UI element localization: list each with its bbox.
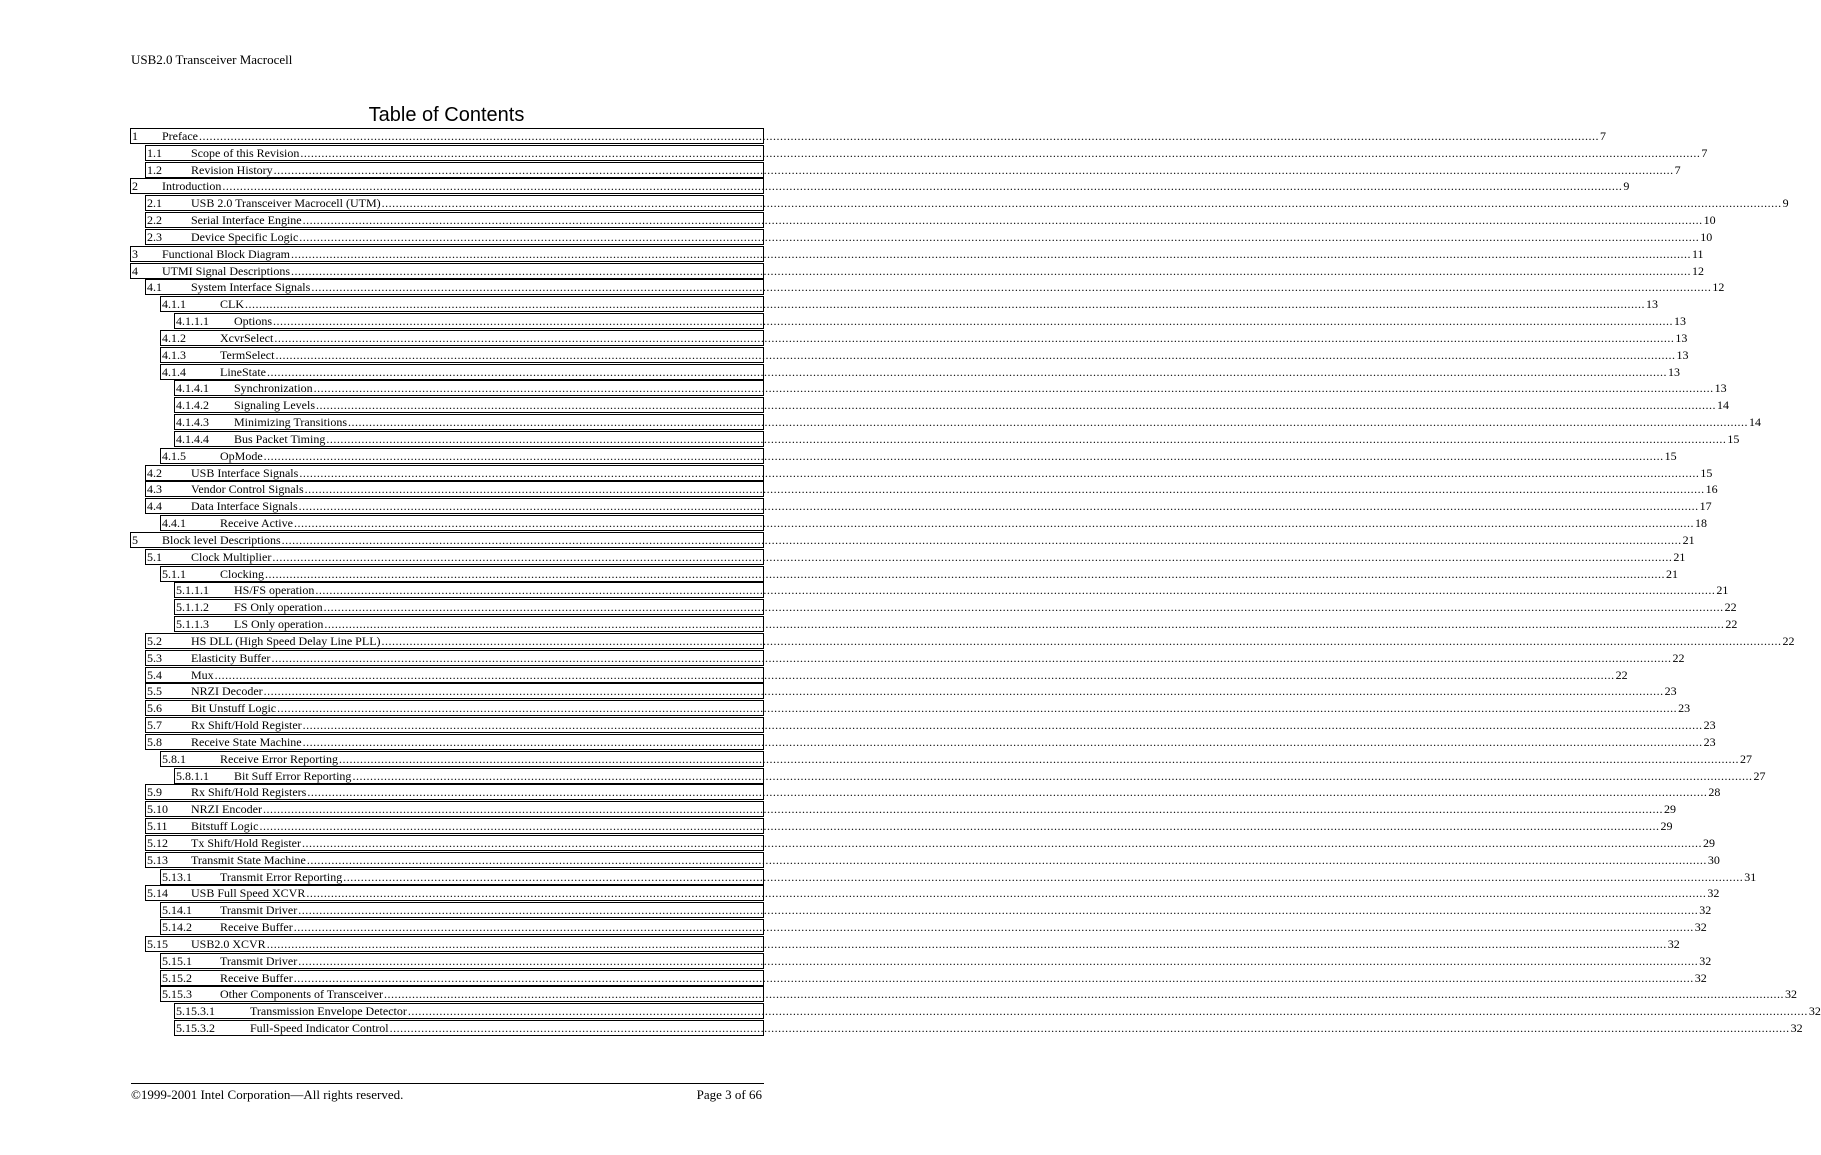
toc-entry[interactable] [160, 751, 1752, 767]
toc-entry-number: 4.1.4.4 [176, 431, 209, 446]
toc-entry-page: 14 [1717, 398, 1729, 413]
toc-entry[interactable] [174, 582, 1729, 598]
toc-entry-number: 4.4 [147, 499, 162, 514]
toc-entry-page: 12 [1712, 280, 1725, 295]
footer-page-number: Page 3 of 66 [696, 1087, 762, 1102]
toc-entry-page: 27 [1739, 751, 1752, 766]
footer-divider [131, 1083, 764, 1084]
toc-entry-number: 5.15.1 [162, 953, 192, 968]
toc-entry-page: 23 [1703, 734, 1716, 749]
toc-entry-title: Minimizing Transitions [234, 415, 348, 430]
toc-entry-page: 22 [1672, 650, 1685, 665]
toc-entry-page: 27 [1753, 768, 1766, 783]
toc-dot-leader: ................................................................................................................................................................................................................................................................................................................................................................................................................ [323, 600, 1724, 615]
toc-entry[interactable] [174, 768, 1766, 784]
toc-dot-leader: ................................................................................................................................................................................................................................................................................................................................................................................................................ [389, 1020, 1790, 1035]
toc-dot-leader: ................................................................................................................................................................................................................................................................................................................................................................................................................ [407, 1004, 1808, 1019]
toc-dot-leader: ................................................................................................................................................................................................................................................................................................................................................................................................................ [245, 297, 1645, 312]
toc-dot-leader: ................................................................................................................................................................................................................................................................................................................................................................................................................ [343, 869, 1744, 884]
toc-entry-page: 13 [1714, 381, 1727, 396]
toc-entry-number: 4.1.3 [162, 347, 186, 362]
running-header: USB2.0 Transceiver Macrocell [131, 52, 293, 67]
toc-entry-number: 2.3 [147, 229, 162, 244]
toc-dot-leader: ................................................................................................................................................................................................................................................................................................................................................................................................................ [298, 903, 1699, 918]
toc-entry-number: 2 [132, 179, 138, 194]
toc-entry-page: 14 [1749, 415, 1762, 430]
toc-entry[interactable] [174, 313, 1687, 329]
toc-entry-title: Bus Packet Timing [234, 431, 326, 446]
toc-entry[interactable] [145, 734, 1716, 750]
toc-entry[interactable] [145, 835, 1715, 851]
toc-entry-page: 32 [1694, 970, 1707, 985]
toc-entry-number: 5.10 [147, 802, 168, 817]
toc-entry-number: 4.1.4 [162, 364, 186, 379]
toc-entry[interactable] [160, 919, 1707, 935]
toc-entry-page: 32 [1699, 953, 1712, 968]
toc-entry-number: 5.2 [147, 633, 162, 648]
toc-entry[interactable] [160, 330, 1688, 346]
toc-entry-page: 21 [1673, 549, 1686, 564]
toc-entry-page: 23 [1703, 718, 1716, 733]
toc-dot-leader: ................................................................................................................................................................................................................................................................................................................................................................................................................ [299, 465, 1700, 480]
toc-entry[interactable] [160, 986, 1797, 1002]
toc-entry-title: Bit Suff Error Reporting [234, 768, 352, 783]
toc-entry-number: 5.13.1 [162, 869, 192, 884]
toc-entry[interactable] [174, 599, 1737, 615]
toc-dot-leader: ................................................................................................................................................................................................................................................................................................................................................................................................................ [304, 482, 1705, 497]
toc-entry[interactable] [145, 481, 1718, 497]
toc-dot-leader: ................................................................................................................................................................................................................................................................................................................................................................................................................ [214, 667, 1615, 682]
toc-entry[interactable] [145, 717, 1716, 733]
toc-dot-leader: ................................................................................................................................................................................................................................................................................................................................................................................................................ [293, 516, 1694, 531]
toc-entry-title: Signaling Levels [234, 398, 315, 413]
toc-entry[interactable] [160, 296, 1658, 312]
toc-entry-page: 7 [1674, 162, 1681, 177]
toc-entry-page: 32 [1784, 987, 1797, 1002]
toc-entry-title: Rx Shift/Hold Registers [191, 785, 307, 800]
toc-entry-page: 18 [1694, 516, 1707, 531]
toc-dot-leader: ................................................................................................................................................................................................................................................................................................................................................................................................................ [299, 229, 1700, 244]
toc-entry[interactable] [174, 616, 1738, 632]
toc-entry-number: 5.15.2 [162, 970, 192, 985]
toc-entry-page: 15 [1664, 448, 1677, 463]
toc-dot-leader: ................................................................................................................................................................................................................................................................................................................................................................................................................ [307, 785, 1708, 800]
toc-entry-title: Vendor Control Signals [191, 482, 304, 497]
toc-dot-leader: ................................................................................................................................................................................................................................................................................................................................................................................................................ [293, 920, 1694, 934]
toc-entry-title: USB2.0 XCVR [191, 936, 266, 951]
toc-entry-number: 5.12 [147, 835, 168, 850]
toc-entry-number: 5.14.1 [162, 903, 192, 918]
toc-entry-title: USB Full Speed XCVR [191, 886, 306, 901]
toc-dot-leader: ................................................................................................................................................................................................................................................................................................................................................................................................................ [326, 431, 1727, 446]
toc-entry-title: Serial Interface Engine [191, 213, 302, 228]
toc-dot-leader: ................................................................................................................................................................................................................................................................................................................................................................................................................ [272, 549, 1673, 564]
toc-entry-title: Scope of this Revision [191, 145, 300, 160]
toc-entry-title: NRZI Decoder [191, 684, 263, 699]
toc-entry-number: 5.7 [147, 718, 162, 733]
toc-entry-number: 1 [132, 129, 138, 143]
toc-entry-number: 5.1 [147, 549, 162, 564]
toc-dot-leader: ................................................................................................................................................................................................................................................................................................................................................................................................................ [273, 314, 1674, 329]
toc-entry[interactable] [174, 431, 1740, 447]
toc-entry-title: Elasticity Buffer [191, 650, 271, 665]
toc-dot-leader: ................................................................................................................................................................................................................................................................................................................................................................................................................ [290, 246, 1691, 261]
toc-entry[interactable] [145, 936, 1680, 952]
toc-entry-number: 5.3 [147, 650, 162, 665]
toc-entry-number: 3 [132, 246, 138, 261]
toc-entry-title: Receive State Machine [191, 734, 302, 749]
toc-entry[interactable] [145, 683, 1677, 699]
toc-entry-page: 29 [1663, 802, 1676, 817]
toc-entry-page: 10 [1703, 213, 1716, 228]
toc-entry-number: 4 [132, 263, 138, 278]
toc-entry[interactable] [145, 229, 1713, 245]
toc-entry-title: Synchronization [234, 381, 313, 396]
toc-entry-title: HS/FS operation [234, 583, 315, 598]
toc-dot-leader: ................................................................................................................................................................................................................................................................................................................................................................................................................ [311, 280, 1712, 295]
toc-entry-number: 4.1.1 [162, 297, 186, 312]
toc-entry-number: 4.1.4.1 [176, 381, 209, 396]
toc-entry-title: Functional Block Diagram [162, 246, 290, 261]
toc-entry-number: 4.1.4.2 [176, 398, 209, 413]
toc-entry-title: Bit Unstuff Logic [191, 701, 277, 716]
toc-entry[interactable] [130, 128, 1606, 144]
toc-entry-title: Transmit Error Reporting [220, 869, 343, 884]
toc-entry[interactable] [145, 195, 1789, 211]
toc-entry-number: 5.1.1.2 [176, 600, 209, 615]
toc-dot-leader: ................................................................................................................................................................................................................................................................................................................................................................................................................ [316, 398, 1716, 413]
toc-dot-leader: ................................................................................................................................................................................................................................................................................................................................................................................................................ [275, 347, 1676, 362]
toc-entry-title: Mux [191, 667, 214, 682]
toc-dot-leader: ................................................................................................................................................................................................................................................................................................................................................................................................................ [281, 532, 1682, 547]
toc-entry[interactable] [160, 515, 1707, 531]
toc-entry-page: 16 [1705, 482, 1718, 497]
toc-entry[interactable] [174, 1020, 1803, 1036]
toc-entry-page: 12 [1692, 263, 1704, 278]
toc-dot-leader: ................................................................................................................................................................................................................................................................................................................................................................................................................ [302, 213, 1703, 228]
toc-entry-title: Device Specific Logic [191, 229, 299, 244]
toc-dot-leader: ................................................................................................................................................................................................................................................................................................................................................................................................................ [265, 566, 1665, 581]
toc-entry-page: 15 [1700, 465, 1713, 480]
toc-entry-title: XcvrSelect [220, 330, 274, 345]
toc-dot-leader: ................................................................................................................................................................................................................................................................................................................................................................................................................ [274, 330, 1675, 345]
toc-dot-leader: ................................................................................................................................................................................................................................................................................................................................................................................................................ [302, 835, 1702, 850]
toc-entry-title: Full-Speed Indicator Control [250, 1020, 389, 1035]
toc-entry-number: 2.1 [147, 196, 162, 211]
toc-entry-title: Receive Buffer [220, 970, 293, 985]
toc-entry[interactable] [174, 414, 1762, 430]
toc-entry-number: 5.9 [147, 785, 162, 800]
toc-entry-number: 5.15.3.2 [176, 1020, 215, 1035]
toc-entry[interactable] [145, 465, 1713, 481]
toc-entry[interactable] [160, 953, 1712, 969]
toc-entry[interactable] [130, 178, 1630, 194]
toc-entry-title: HS DLL (High Speed Delay Line PLL) [191, 633, 381, 648]
toc-entry-number: 5 [132, 532, 138, 547]
toc-entry-title: Transmission Envelope Detector [250, 1004, 407, 1019]
toc-entry-page: 9 [1782, 196, 1789, 211]
toc-entry-page: 13 [1675, 330, 1688, 345]
toc-entry[interactable] [130, 263, 1704, 279]
toc-entry-title: Other Components of Transceiver [220, 987, 383, 1002]
toc-dot-leader: ................................................................................................................................................................................................................................................................................................................................................................................................................ [291, 263, 1691, 278]
toc-entry[interactable] [145, 549, 1686, 565]
toc-entry[interactable] [145, 700, 1691, 716]
toc-entry-number: 5.14 [147, 886, 168, 901]
toc-entry-number: 5.14.2 [162, 920, 192, 934]
toc-entry-page: 29 [1703, 835, 1715, 850]
toc-dot-leader: ................................................................................................................................................................................................................................................................................................................................................................................................................ [259, 819, 1660, 834]
toc-dot-leader: ................................................................................................................................................................................................................................................................................................................................................................................................................ [266, 364, 1667, 379]
toc-entry-number: 4.1.4.3 [176, 415, 209, 430]
toc-entry-page: 32 [1667, 936, 1680, 951]
toc-dot-leader: ................................................................................................................................................................................................................................................................................................................................................................................................................ [315, 583, 1716, 598]
toc-entry-title: UTMI Signal Descriptions [162, 263, 290, 278]
toc-dot-leader: ................................................................................................................................................................................................................................................................................................................................................................................................................ [198, 129, 1599, 143]
toc-entry-number: 2.2 [147, 213, 162, 228]
toc-entry-number: 4.3 [147, 482, 162, 497]
toc-dot-leader: ................................................................................................................................................................................................................................................................................................................................................................................................................ [300, 145, 1701, 160]
toc-entry[interactable] [145, 667, 1628, 683]
toc-entry-title: Transmit Driver [220, 953, 298, 968]
toc-entry-title: Clocking [220, 566, 264, 581]
toc-entry[interactable] [145, 279, 1725, 295]
toc-entry-number: 5.5 [147, 684, 162, 699]
toc-entry[interactable] [160, 448, 1677, 464]
toc-entry-page: 13 [1667, 364, 1680, 379]
toc-dot-leader: ................................................................................................................................................................................................................................................................................................................................................................................................................ [266, 936, 1667, 951]
toc-entry-title: Options [234, 314, 273, 329]
toc-entry-number: 5.13 [147, 852, 168, 867]
toc-entry[interactable] [145, 498, 1712, 514]
toc-entry-number: 5.8.1 [162, 751, 186, 766]
toc-entry-page: 22 [1615, 667, 1628, 682]
toc-entry-page: 21 [1716, 583, 1729, 598]
toc-dot-leader: ................................................................................................................................................................................................................................................................................................................................................................................................................ [306, 886, 1707, 901]
toc-entry-title: Clock Multiplier [191, 549, 272, 564]
toc-entry[interactable] [145, 145, 1708, 161]
toc-entry[interactable] [160, 869, 1757, 885]
toc-entry-number: 5.6 [147, 701, 162, 716]
toc-entry[interactable] [174, 1003, 1821, 1019]
toc-entry-title: Receive Buffer [220, 920, 293, 934]
toc-entry-page: 21 [1666, 566, 1678, 581]
toc-entry-title: OpMode [220, 448, 263, 463]
toc-entry[interactable] [160, 364, 1680, 380]
toc-entry-page: 23 [1664, 684, 1677, 699]
toc-entry-page: 17 [1699, 499, 1712, 514]
toc-entry-page: 29 [1660, 819, 1673, 834]
toc-entry-page: 21 [1682, 532, 1695, 547]
page-title: Table of Contents [368, 104, 525, 126]
toc-entry-title: CLK [220, 297, 244, 312]
toc-entry-page: 22 [1725, 617, 1738, 632]
toc-entry-number: 4.2 [147, 465, 162, 480]
toc-entry-title: Receive Error Reporting [220, 751, 338, 766]
toc-entry-number: 4.1.2 [162, 330, 186, 345]
toc-entry-number: 5.1.1 [162, 566, 186, 581]
toc-entry[interactable] [145, 633, 1795, 649]
toc-dot-leader: ................................................................................................................................................................................................................................................................................................................................................................................................................ [263, 684, 1664, 699]
toc-entry-number: 5.15.3.1 [176, 1004, 215, 1019]
toc-dot-leader: ................................................................................................................................................................................................................................................................................................................................................................................................................ [271, 650, 1672, 665]
toc-entry[interactable] [145, 801, 1676, 817]
toc-entry-title: TermSelect [220, 347, 275, 362]
toc-entry-title: Tx Shift/Hold Register [191, 835, 301, 850]
toc-entry-page: 22 [1782, 633, 1795, 648]
toc-entry[interactable] [145, 818, 1673, 834]
toc-entry-title: Transmit State Machine [191, 852, 306, 867]
toc-entry-number: 5.8 [147, 734, 162, 749]
toc-entry-page: 32 [1694, 920, 1707, 934]
toc-entry-title: Preface [162, 129, 198, 143]
toc-entry-page: 22 [1724, 600, 1737, 615]
toc-entry-title: Rx Shift/Hold Register [191, 718, 302, 733]
toc-entry-title: System Interface Signals [191, 280, 311, 295]
toc-entry-number: 4.4.1 [162, 516, 186, 531]
toc-entry-page: 7 [1701, 145, 1708, 160]
toc-entry-page: 31 [1744, 869, 1757, 884]
toc-entry-number: 5.8.1.1 [176, 768, 209, 783]
toc-entry-page: 10 [1700, 229, 1713, 244]
toc-dot-leader: ................................................................................................................................................................................................................................................................................................................................................................................................................ [263, 448, 1664, 463]
toc-entry-page: 32 [1790, 1020, 1803, 1035]
toc-entry[interactable] [145, 162, 1681, 178]
toc-entry[interactable] [145, 650, 1685, 666]
toc-entry-number: 4.1.1.1 [176, 314, 209, 329]
toc-entry-title: Revision History [191, 162, 273, 177]
toc-dot-leader: ................................................................................................................................................................................................................................................................................................................................................................................................................ [222, 179, 1623, 194]
toc-entry-title: Introduction [162, 179, 222, 194]
toc-entry-number: 5.1.1.1 [176, 583, 209, 598]
toc-entry[interactable] [174, 380, 1727, 396]
toc-entry[interactable] [160, 902, 1712, 918]
toc-dot-leader: ................................................................................................................................................................................................................................................................................................................................................................................................................ [338, 751, 1739, 766]
toc-entry-title: FS Only operation [234, 600, 323, 615]
toc-entry-title: NRZI Encoder [191, 802, 262, 817]
toc-dot-leader: ................................................................................................................................................................................................................................................................................................................................................................................................................ [324, 617, 1725, 632]
toc-entry[interactable] [145, 885, 1720, 901]
toc-dot-leader: ................................................................................................................................................................................................................................................................................................................................................................................................................ [348, 415, 1749, 430]
toc-entry-number: 4.1.5 [162, 448, 186, 463]
toc-entry[interactable] [145, 784, 1721, 800]
toc-entry[interactable] [160, 566, 1678, 582]
toc-entry-title: Receive Active [220, 516, 293, 531]
toc-entry-page: 15 [1727, 431, 1740, 446]
toc-entry[interactable] [174, 397, 1729, 413]
toc-entry[interactable] [160, 970, 1707, 986]
toc-entry-number: 1.2 [147, 162, 162, 177]
toc-dot-leader: ................................................................................................................................................................................................................................................................................................................................................................................................................ [302, 718, 1703, 733]
toc-entry[interactable] [130, 246, 1704, 262]
toc-entry[interactable] [145, 852, 1720, 868]
toc-dot-leader: ................................................................................................................................................................................................................................................................................................................................................................................................................ [352, 768, 1753, 783]
toc-dot-leader: ................................................................................................................................................................................................................................................................................................................................................................................................................ [381, 196, 1782, 211]
toc-entry-page: 30 [1707, 852, 1720, 867]
toc-entry-page: 32 [1707, 886, 1720, 901]
toc-dot-leader: ................................................................................................................................................................................................................................................................................................................................................................................................................ [381, 633, 1782, 648]
toc-entry-page: 32 [1808, 1004, 1821, 1019]
toc-dot-leader: ................................................................................................................................................................................................................................................................................................................................................................................................................ [298, 499, 1699, 514]
toc-entry-title: LineState [220, 364, 266, 379]
toc-entry[interactable] [160, 347, 1689, 363]
toc-entry-page: 13 [1676, 347, 1689, 362]
toc-entry-page: 23 [1678, 701, 1691, 716]
toc-entry-number: 5.11 [147, 819, 168, 834]
toc-entry-title: Transmit Driver [220, 903, 298, 918]
toc-dot-leader: ................................................................................................................................................................................................................................................................................................................................................................................................................ [383, 987, 1784, 1002]
toc-entry-number: 5.1.1.3 [176, 617, 209, 632]
toc-entry-number: 5.15 [147, 936, 168, 951]
toc-entry-page: 28 [1708, 785, 1721, 800]
toc-dot-leader: ................................................................................................................................................................................................................................................................................................................................................................................................................ [273, 162, 1674, 177]
toc-entry-page: 13 [1646, 297, 1658, 312]
toc-entry-number: 4.1 [147, 280, 162, 295]
toc-entry[interactable] [145, 212, 1716, 228]
toc-entry-title: USB Interface Signals [191, 465, 299, 480]
toc-entry[interactable] [130, 532, 1695, 548]
toc-entry-page: 32 [1699, 903, 1712, 918]
toc-entry-title: Data Interface Signals [191, 499, 298, 514]
toc-dot-leader: ................................................................................................................................................................................................................................................................................................................................................................................................................ [293, 970, 1694, 985]
toc-dot-leader: ................................................................................................................................................................................................................................................................................................................................................................................................................ [313, 381, 1714, 396]
toc-entry-title: Block level Descriptions [162, 532, 281, 547]
toc-entry-page: 11 [1691, 246, 1704, 261]
toc-entry-title: LS Only operation [234, 617, 324, 632]
toc-entry-page: 13 [1674, 314, 1687, 329]
toc-entry-number: 5.4 [147, 667, 162, 682]
toc-entry-number: 5.15.3 [162, 987, 192, 1002]
toc-entry-page: 9 [1623, 179, 1630, 194]
footer-copyright: ©1999-2001 Intel Corporation—All rights reserved. [131, 1087, 404, 1102]
toc-entry-page: 7 [1599, 129, 1606, 143]
toc-entry-title: Bitstuff Logic [191, 819, 259, 834]
toc-entry-title: USB 2.0 Transceiver Macrocell (UTM) [191, 196, 381, 211]
toc-dot-leader: ................................................................................................................................................................................................................................................................................................................................................................................................................ [277, 701, 1678, 716]
toc-dot-leader: ................................................................................................................................................................................................................................................................................................................................................................................................................ [298, 953, 1699, 968]
toc-entry-number: 1.1 [147, 145, 162, 160]
toc-dot-leader: ................................................................................................................................................................................................................................................................................................................................................................................................................ [306, 852, 1707, 867]
toc-dot-leader: ................................................................................................................................................................................................................................................................................................................................................................................................................ [302, 734, 1703, 749]
toc-dot-leader: ................................................................................................................................................................................................................................................................................................................................................................................................................ [262, 802, 1663, 817]
